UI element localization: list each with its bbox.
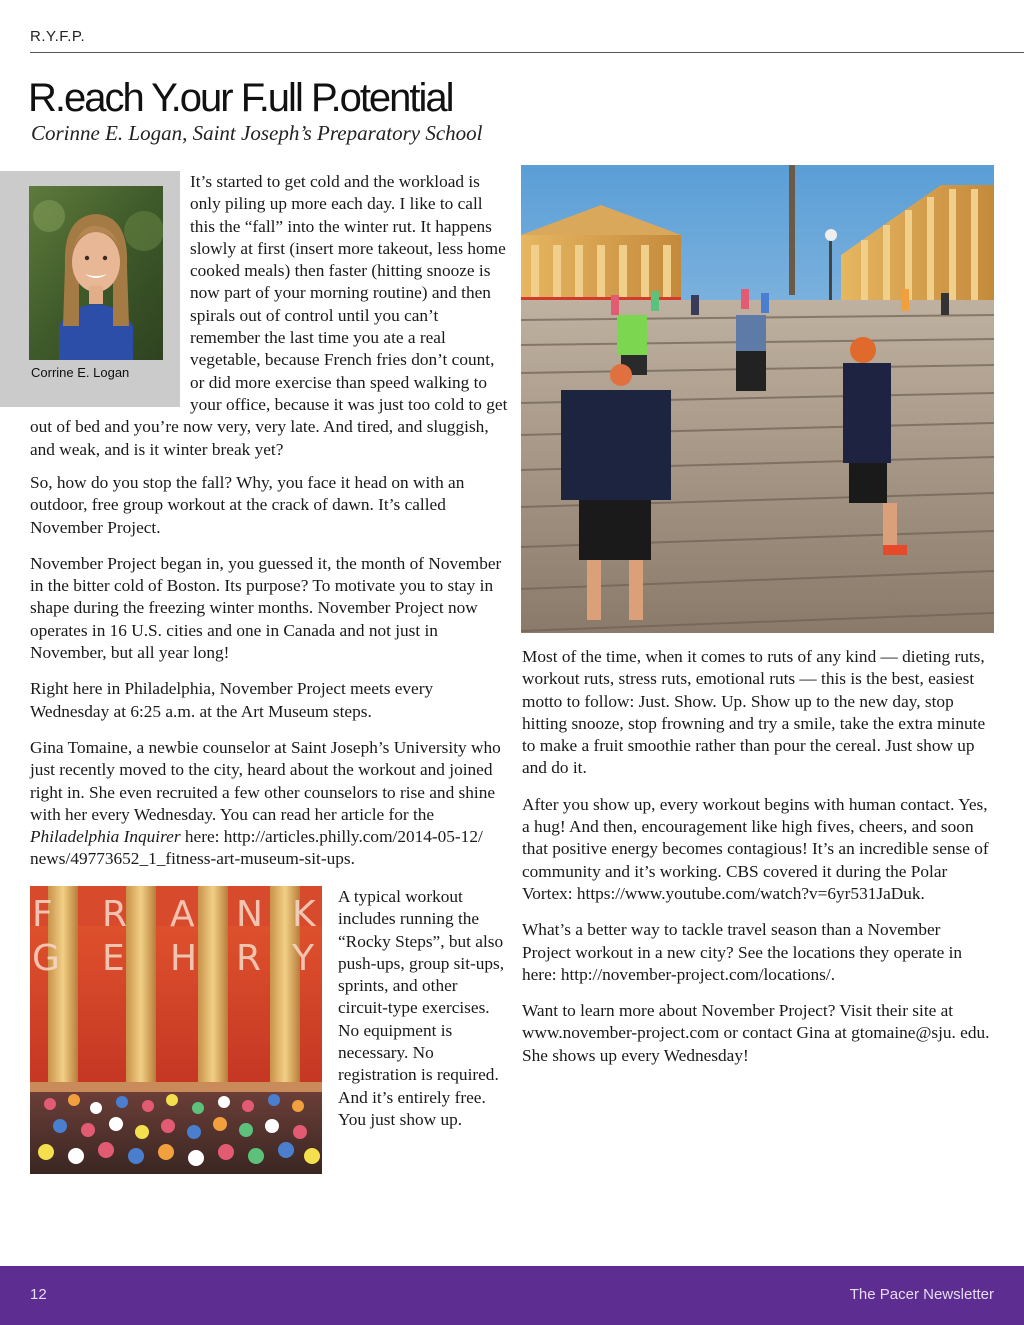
right-column bbox=[522, 646, 992, 1081]
page-number: 12 bbox=[30, 1286, 47, 1303]
right-paragraph-1: Most of the time, when it comes to ruts of any kind — dieting ruts, workout ruts, stress ruts, emotional ruts — this is the best, easiest motto to follow: Just. Show. Up. Show up to the new day, stop hitting snooze, stop frowning and try a smile, take the extra minute to make a fruit smoothie rather than pour the cereal. Just show up and do it. bbox=[522, 647, 986, 778]
header-divider bbox=[30, 52, 1024, 53]
newsletter-name: The Pacer Newsletter bbox=[849, 1286, 994, 1303]
left-paragraph-4 bbox=[30, 737, 505, 871]
intro-paragraph: It’s started to get cold and the workload is only piling up more each day. I like to call this the “fall” into the winter rut. It happens slowly at first (insert more takeout, less home cooked meals) then faster (hitting snooze is now part of your morning routine) and then spirals out of control until you can’t remember the last time you ate a real vegetable, because French fries don’t count, or did more exercise than speed walking to your office, because it was just too cold to get out of bed and you’re now very, very late. And tired, and sluggish, and weak, and is it winter break yet? bbox=[30, 172, 508, 459]
banner-letter-6: G bbox=[32, 938, 60, 979]
art-museum-steps-photo bbox=[521, 165, 994, 633]
banner-letter-1: F bbox=[32, 894, 53, 935]
side-text-block bbox=[338, 886, 506, 1145]
section-label: R.Y.F.P. bbox=[30, 28, 86, 45]
article-title: R.each Y.our F.ull P.otential bbox=[28, 76, 453, 120]
left-paragraph-2: November Project began in, you guessed it, the month of November in the bitter cold of Boston. Its purpose? To motivate you to stay in shape during the freezing winter months. November Project now operates in 16 U.S. cities and one in Canada and not just in November, but all year long! bbox=[30, 553, 502, 663]
banner-letter-8: H bbox=[170, 938, 198, 979]
banner-letter-2: R bbox=[102, 894, 128, 935]
banner-letter-9: R bbox=[236, 938, 262, 979]
banner-letter-10: Y bbox=[292, 938, 314, 979]
group-photo-museum bbox=[30, 886, 322, 1174]
gina-text-before: Gina Tomaine, a newbie counselor at Saint Joseph’s University who just recently moved to the city, heard about the workout and joined right in. She even recruited a few other counselors to rise and shine with her every Wednesday. You can read her article for the bbox=[30, 737, 501, 824]
right-paragraph-4: Want to learn more about November Project? Visit their site at www.november-project.com or contact Gina at gtomaine@sju. edu. She shows up every Wednesday! bbox=[522, 1001, 990, 1065]
right-paragraph-3: What’s a better way to tackle travel season than a November Project workout in a new city? See the locations they operate in here: http://november-project.com/locations/. bbox=[522, 920, 963, 984]
banner-letter-3: A bbox=[170, 894, 195, 935]
left-paragraph-1: So, how do you stop the fall? Why, you face it head on with an outdoor, free group workout at the crack of dawn. It’s called November Project. bbox=[30, 473, 465, 537]
portrait-wrap-spacer bbox=[30, 171, 190, 413]
publication-name: Philadelphia Inquirer bbox=[30, 827, 181, 847]
gina-article-link[interactable]: here: http://articles.philly.com/2014-05-12/ news/49773652_1_fitness-art-museum-sit-ups. bbox=[30, 827, 483, 869]
intro-paragraph-block bbox=[30, 171, 508, 475]
page-footer bbox=[0, 1266, 1024, 1325]
left-column bbox=[30, 472, 505, 885]
banner-letter-7: E bbox=[102, 938, 125, 979]
side-paragraph: A typical workout includes running the “Rocky Steps”, but also push-ups, group sit-ups, sprints, and other circuit-type exercises. No equipment is necessary. No registration is required. And it’s entirely free. You just show up. bbox=[338, 887, 505, 1129]
portrait-caption: Corrine E. Logan bbox=[31, 365, 130, 380]
article-byline: Corinne E. Logan, Saint Joseph’s Preparatory School bbox=[31, 121, 483, 145]
banner-letter-4: N bbox=[236, 894, 263, 935]
right-paragraph-2: After you show up, every workout begins with human contact. Yes, a hug! And then, encouragement like high fives, cheers, and soon that positive energy becomes contagious! It’s an incredible sense of community and it’s working. CBS covered it during the Polar Vortex: https://www.youtube.com/watch?v=6yr531JaDuk. bbox=[522, 794, 989, 903]
left-paragraph-3: Right here in Philadelphia, November Project meets every Wednesday at 6:25 a.m. at the Art Museum steps. bbox=[30, 679, 434, 721]
banner-letter-5: K bbox=[292, 894, 316, 935]
